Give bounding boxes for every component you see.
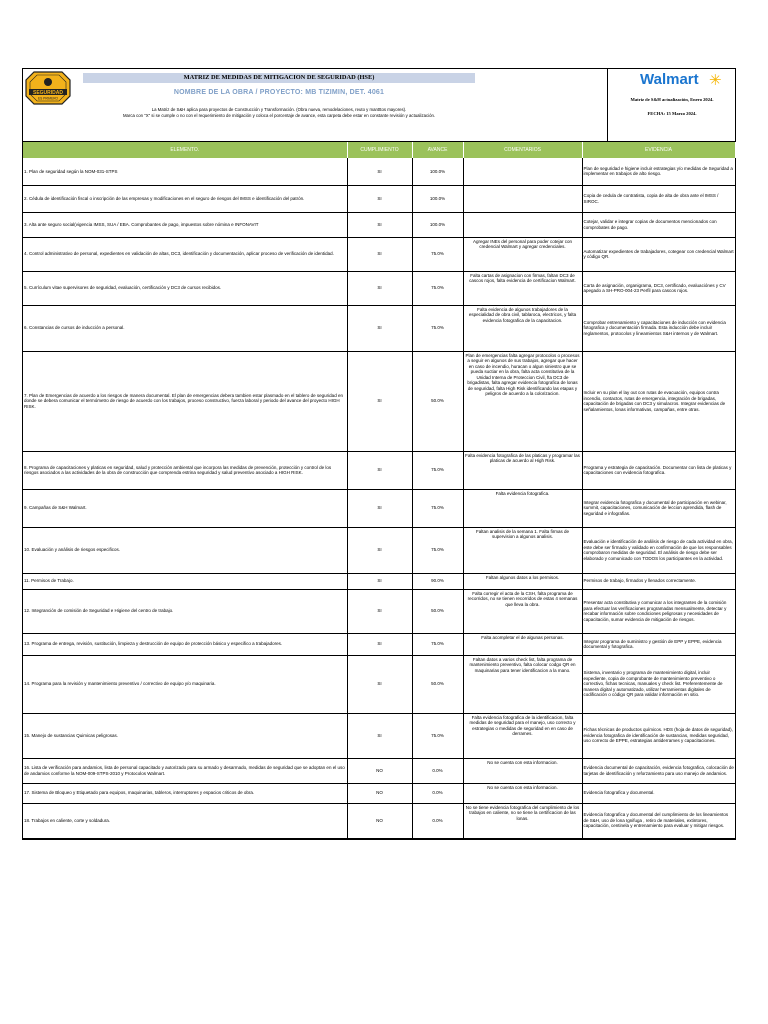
table-header-row bbox=[23, 142, 735, 158]
row-evidencia: Automatizar expedientes de trabajadores, cotegear con credencial Walmart y código QR. bbox=[582, 237, 735, 271]
matriz-version: Matriz de S&H actualización, Enero 2024. bbox=[630, 97, 714, 102]
row-comentarios bbox=[463, 212, 582, 237]
row-elemento: 15. Manejo de sustancias Quimicas peligrosas. bbox=[23, 713, 347, 758]
table-row bbox=[23, 783, 735, 803]
col-comentarios: COMENTARIOS bbox=[463, 142, 582, 158]
col-elemento: ELEMENTO. bbox=[23, 142, 347, 158]
row-comentarios: Falta corregir el acta de la CSH, falta programa de recorridos, no se tienen recorridos de estas 4 semanas que lleva la obra. bbox=[463, 589, 582, 633]
row-evidencia: Sistema, inventario y programa de mantenimiento digital, incluir expediente, copia de comprobante de mantenimiento preventivo o correctivo, fichas tecnicas, manuales y check list. Preferentemente de manera digital y automatizado, utilizar herramientas digitales de codificación o código QR para validar información en sitio. bbox=[582, 655, 735, 713]
table-row bbox=[23, 758, 735, 783]
matrix-sheet bbox=[22, 68, 736, 840]
row-evidencia: Incluir en su plan el lay out con rutas de evacuación, equipos contra incendio, contactos, rutas de emergencia, integración de brigadas, capacitación de brigadas con DC3 y simulacros. Integrar evidencias de señalamientos, lonas informativas, campañas, entre otras. bbox=[582, 351, 735, 451]
table-row bbox=[23, 573, 735, 589]
row-avance: 75.0% bbox=[412, 713, 463, 758]
row-evidencia: Permisos de trabajo, firmados y llenados correctamente. bbox=[582, 573, 735, 589]
row-avance: 100.0% bbox=[412, 185, 463, 212]
row-cumplimiento: SI bbox=[347, 589, 412, 633]
row-elemento: 18. Trabajos en caliente, corte y soldadura. bbox=[23, 803, 347, 838]
row-elemento: 12. Integranción de comisión de Seguridad e Higiene del centro de trabajo. bbox=[23, 589, 347, 633]
row-cumplimiento: SI bbox=[347, 713, 412, 758]
row-evidencia: Cotejar, validar e integrar copias de documentos mencionados con comprobates de pago. bbox=[582, 212, 735, 237]
row-elemento: 8. Programa de capacitaciones y platicas en seguridad, salud y protección ambiental que incorpora las medidas de prevención, protección y control de los riesgos asociados a las actividades de la obra de construcción que comprenda estrina seguridad y salud preventivo asociado a HIGH RISK. bbox=[23, 451, 347, 489]
row-evidencia: Carta de asignación, organigrama, DC3, certificado, evaluaciónes y CV apegado a SH-PRO-004-23 Perfil para cascos rojos. bbox=[582, 271, 735, 305]
row-cumplimiento: SI bbox=[347, 237, 412, 271]
row-avance: 75.0% bbox=[412, 633, 463, 655]
row-comentarios: No se cuenta con esta informacion. bbox=[463, 783, 582, 803]
row-elemento: 9. Campañas de S&H Walmart. bbox=[23, 489, 347, 527]
row-evidencia: Presentar acta constitutiva y comunicar a los integrantes de la comisión para efectuar las verificaciones programadas mensualmente, detectar y recabar información sobre condiciones peligrosas y necesidades de capacitación, sumar evidencia de mitigación de riesgos. bbox=[582, 589, 735, 633]
row-cumplimiento: NO bbox=[347, 803, 412, 838]
row-cumplimiento: SI bbox=[347, 212, 412, 237]
row-elemento: 10. Evaluación y análisis de riesgos especificos. bbox=[23, 527, 347, 573]
row-evidencia: Integrar programa de suministro y gestión de EPP y EPPE, evidencia documental y fotografica. bbox=[582, 633, 735, 655]
logo-sub: ES PRIMERO bbox=[37, 96, 59, 101]
col-evidencia: EVIDENCIA bbox=[582, 142, 735, 158]
row-avance: 75.0% bbox=[412, 305, 463, 351]
row-comentarios: No se tiene evidencia fotografica del cumplimiento de los trabajos en caliente, no se tiene la certificacion de las lonas. bbox=[463, 803, 582, 838]
fecha: FECHA: 15 Marzo 2024. bbox=[647, 111, 697, 116]
row-comentarios: Falta cartas de asignacion con firmas, faltan DC3 de cascos rojos, falta evidencia de certificacion Walmart. bbox=[463, 271, 582, 305]
row-comentarios: Falta evidencia fotografica. bbox=[463, 489, 582, 527]
row-comentarios: No se cuenta con esta informacion. bbox=[463, 758, 582, 783]
table-row bbox=[23, 351, 735, 451]
row-comentarios: Falta evidencia de algunos trabajadores de la especialidad de obra civil, tablaroca, electricos, y falta evidencia fotografica de la capacitacion. bbox=[463, 305, 582, 351]
table-row bbox=[23, 633, 735, 655]
row-avance: 100.0% bbox=[412, 158, 463, 185]
brand-block bbox=[607, 69, 736, 141]
row-elemento: 1. Plan de seguridad según la NOM-031-STPS bbox=[23, 158, 347, 185]
row-cumplimiento: SI bbox=[347, 573, 412, 589]
row-elemento: 16. Lista de verificación para andamios, lista de personal capacitado y autorizado para su armado y desarmado, medidas de seguridad que se adoptan en el uso de andamios conforme la NOM-009-STPS-2010 y Protocolos Walmart. bbox=[23, 758, 347, 783]
table-row bbox=[23, 527, 735, 573]
row-comentarios: Falta acompletar el de algunas personas. bbox=[463, 633, 582, 655]
matrix-title: MATRIZ DE MEDIDAS DE MITIGACION DE SEGURIDAD (HSE) bbox=[83, 73, 475, 83]
row-avance: 50.0% bbox=[412, 589, 463, 633]
row-evidencia: Integrar evidencia fotografica y documental de participación en webinar, summit, capacitaciones, comunicación de leccion aprendida, flash de seguridad e infografias. bbox=[582, 489, 735, 527]
row-cumplimiento: SI bbox=[347, 489, 412, 527]
row-evidencia: Plan de seguridad e higiene incluir estrategias y/o medidas de Seguridad a implementar en trabajos de alto riesgo. bbox=[582, 158, 735, 185]
row-cumplimiento: SI bbox=[347, 633, 412, 655]
row-elemento: 7. Plan de Emergencias de acuerdo a los riesgos de manera documental. El plan de emergencias debera tambien estar plasmado en el tablero de seguridad en donde se debera comunicar el termómetro de riesgo de acuerdo con los trabajos, proceso constructivo, fuerza laboral y periodo del avance del proyecto HIGH RISK. bbox=[23, 351, 347, 451]
instructions bbox=[83, 107, 475, 119]
logo-text: SEGURIDAD bbox=[32, 89, 64, 96]
row-avance: 50.0% bbox=[412, 351, 463, 451]
safety-logo bbox=[25, 71, 71, 105]
table-row bbox=[23, 212, 735, 237]
row-comentarios bbox=[463, 158, 582, 185]
table-row bbox=[23, 185, 735, 212]
table-row bbox=[23, 655, 735, 713]
header bbox=[23, 69, 735, 142]
row-comentarios: Falta evidencia fotografica de la identificacion, falta medidas de seguridad para el manejo, uso correcto y estrategias o medidas de seguridad en en caso de derrames. bbox=[463, 713, 582, 758]
row-elemento: 5. Currículum vitae supervisores de seguridad, evaluación, certificación y DC3 de cursos recibidos. bbox=[23, 271, 347, 305]
row-elemento: 11. Permisos de Trabajo. bbox=[23, 573, 347, 589]
row-cumplimiento: SI bbox=[347, 305, 412, 351]
col-avance: AVANCE bbox=[412, 142, 463, 158]
row-elemento: 2. Cédula de identificación fiscal o inscripción de las empresas y modificaciones en el seguro de riesgos del IMSS e identificación del patrón. bbox=[23, 185, 347, 212]
row-comentarios bbox=[463, 185, 582, 212]
row-cumplimiento: SI bbox=[347, 655, 412, 713]
table-row bbox=[23, 271, 735, 305]
row-cumplimiento: SI bbox=[347, 451, 412, 489]
row-evidencia: Evidencia documental de capacitación, evidencia fotografica, colocación de tarjetas de identificación y reforzamiento para uso manejo de andamios. bbox=[582, 758, 735, 783]
row-cumplimiento: SI bbox=[347, 158, 412, 185]
table-row bbox=[23, 713, 735, 758]
row-comentarios: Faltan algunos datos a los permisos. bbox=[463, 573, 582, 589]
row-avance: 90.0% bbox=[412, 573, 463, 589]
table-row bbox=[23, 451, 735, 489]
row-avance: 100.0% bbox=[412, 212, 463, 237]
row-cumplimiento: NO bbox=[347, 758, 412, 783]
row-comentarios: Falta evidencia fotografica de las platicas y programar las platicas de acuerdo al High Risk. bbox=[463, 451, 582, 489]
row-evidencia: Evidencia fotografica y documental del cumplimiento de los lineamientos de S&H, uso de lona Ignifuga , retiro de materiales, extintores, capacitación, centinela y entrenamiento para evaluar y mitigar riesgos. bbox=[582, 803, 735, 838]
row-comentarios: Faltan datos a varios check list, falta programa de mantenimiento preventivo, falta colocar codgo QR en maquinarias para tener identificacion a la mano. bbox=[463, 655, 582, 713]
row-elemento: 6. Constancias de cursos de inducción a personal. bbox=[23, 305, 347, 351]
mitigation-table bbox=[23, 142, 736, 839]
table-row bbox=[23, 489, 735, 527]
row-avance: 0.0% bbox=[412, 803, 463, 838]
row-cumplimiento: SI bbox=[347, 271, 412, 305]
row-elemento: 14. Programa para la revisión y mantenimiento preventivo / correctivo de equipo y/o maquinaria. bbox=[23, 655, 347, 713]
row-comentarios: Faltan analisis de la semana 1. Falta firmas de supervision a algunos analisis. bbox=[463, 527, 582, 573]
row-comentarios: Plan de emergencias falta agregar protocolos o procesos a seguir en algunos de sus trabajos, agregar que hacer en caso de incendio, huracan o algun siniestro que se pueda suctiar en la obra, falta acta constitutiva de la Unidad Interna de Proteccion Civil, fta DC3 de brigadistas, falta agregar evidencia fotografica de lonas de seguridad, falta High Risk identificando las etapas y peligros de acuerdo a la colorizacion. bbox=[463, 351, 582, 451]
row-cumplimiento: SI bbox=[347, 351, 412, 451]
row-elemento: 4. Control administrativo de personal, expedientes en validación de altas, DC3, identificación y documentación, aplicar proceso de verificación de identidad. bbox=[23, 237, 347, 271]
row-cumplimiento: SI bbox=[347, 527, 412, 573]
row-avance: 0.0% bbox=[412, 783, 463, 803]
row-cumplimiento: SI bbox=[347, 185, 412, 212]
walmart-logo: Walmart bbox=[640, 71, 699, 88]
row-evidencia: Programa y estrategia de capacitación. Documentar con lista de platicas y capacitaciones con evidencia fotografica. bbox=[582, 451, 735, 489]
table-row bbox=[23, 237, 735, 271]
row-evidencia: Comprobar entrenamiento y capacitaciones de inducción con evidencia fotografica y documentación firmada. Esta inducción debe incluir reglamentos, protocolos y lineamientos S&H internos y de Walmart. bbox=[582, 305, 735, 351]
row-avance: 75.0% bbox=[412, 451, 463, 489]
row-elemento: 17. Sistema de Bloqueo y Etiquetado para equipos, maquinarias, tableros, interruptores y espacios criticos de obra. bbox=[23, 783, 347, 803]
row-avance: 50.0% bbox=[412, 655, 463, 713]
note-2: Marca con "X" si se cumple o no con el requerimiento de mitigación y coloca el porcentaje de avance, esta carpeta debe estar en constante revisión y actualización. bbox=[122, 113, 436, 118]
col-cumplimiento: CUMPLIMIENTO bbox=[347, 142, 412, 158]
row-evidencia: Evaluación e identificación de análisis de riesgo de cada actividad en obra, este debe ser firmado y validado en confirmación de que los responsables comprobaron medidas de seguridad. El análisis de riesgo debe ser elaborado y comunicado con TODOS los participantes en la actividad. bbox=[582, 527, 735, 573]
row-elemento: 13. Programa de entrega, revisión, sustitución, limpieza y destrucción de equipo de protección básico y especifico a trabajadores. bbox=[23, 633, 347, 655]
table-row bbox=[23, 803, 735, 838]
row-evidencia: Copia de cedula de contratista, copia de alta de obra ante el IMSS / SIROC. bbox=[582, 185, 735, 212]
row-elemento: 3. Alta ante seguro social(vigencia IMSS, SUA / EBA. Comprobantes de pago, impuestos sobre nómina e INFONAVIT bbox=[23, 212, 347, 237]
row-avance: 0.0% bbox=[412, 758, 463, 783]
row-avance: 75.0% bbox=[412, 489, 463, 527]
project-name: NOMBRE DE LA OBRA / PROYECTO: MB TIZIMIN, DET. 4061 bbox=[173, 89, 385, 96]
table-row bbox=[23, 305, 735, 351]
row-evidencia: Evidencia fotografica y documental. bbox=[582, 783, 735, 803]
note-1: La Matriz de S&H aplica para proyectos de Construcción y Transformación. (Obra nueva, remodelaciones, reuto y mantttos mayores). bbox=[151, 107, 407, 112]
row-cumplimiento: NO bbox=[347, 783, 412, 803]
table-row bbox=[23, 589, 735, 633]
spark-icon: ✳ bbox=[709, 72, 722, 89]
row-avance: 75.0% bbox=[412, 237, 463, 271]
table-row bbox=[23, 158, 735, 185]
row-avance: 75.0% bbox=[412, 271, 463, 305]
row-evidencia: Fichas técnicas de productos químicos. HDS (hoja de datos de seguridad), evidencia fotografica de identificación de sustancias, medidas seguridad, uso correcto de EPPE, estrategias antiderrames y capacitaciones. bbox=[582, 713, 735, 758]
row-comentarios: Agregar INEs del personal para poder cotejar con credencial Walmart y agregar credenciales. bbox=[463, 237, 582, 271]
row-avance: 75.0% bbox=[412, 527, 463, 573]
